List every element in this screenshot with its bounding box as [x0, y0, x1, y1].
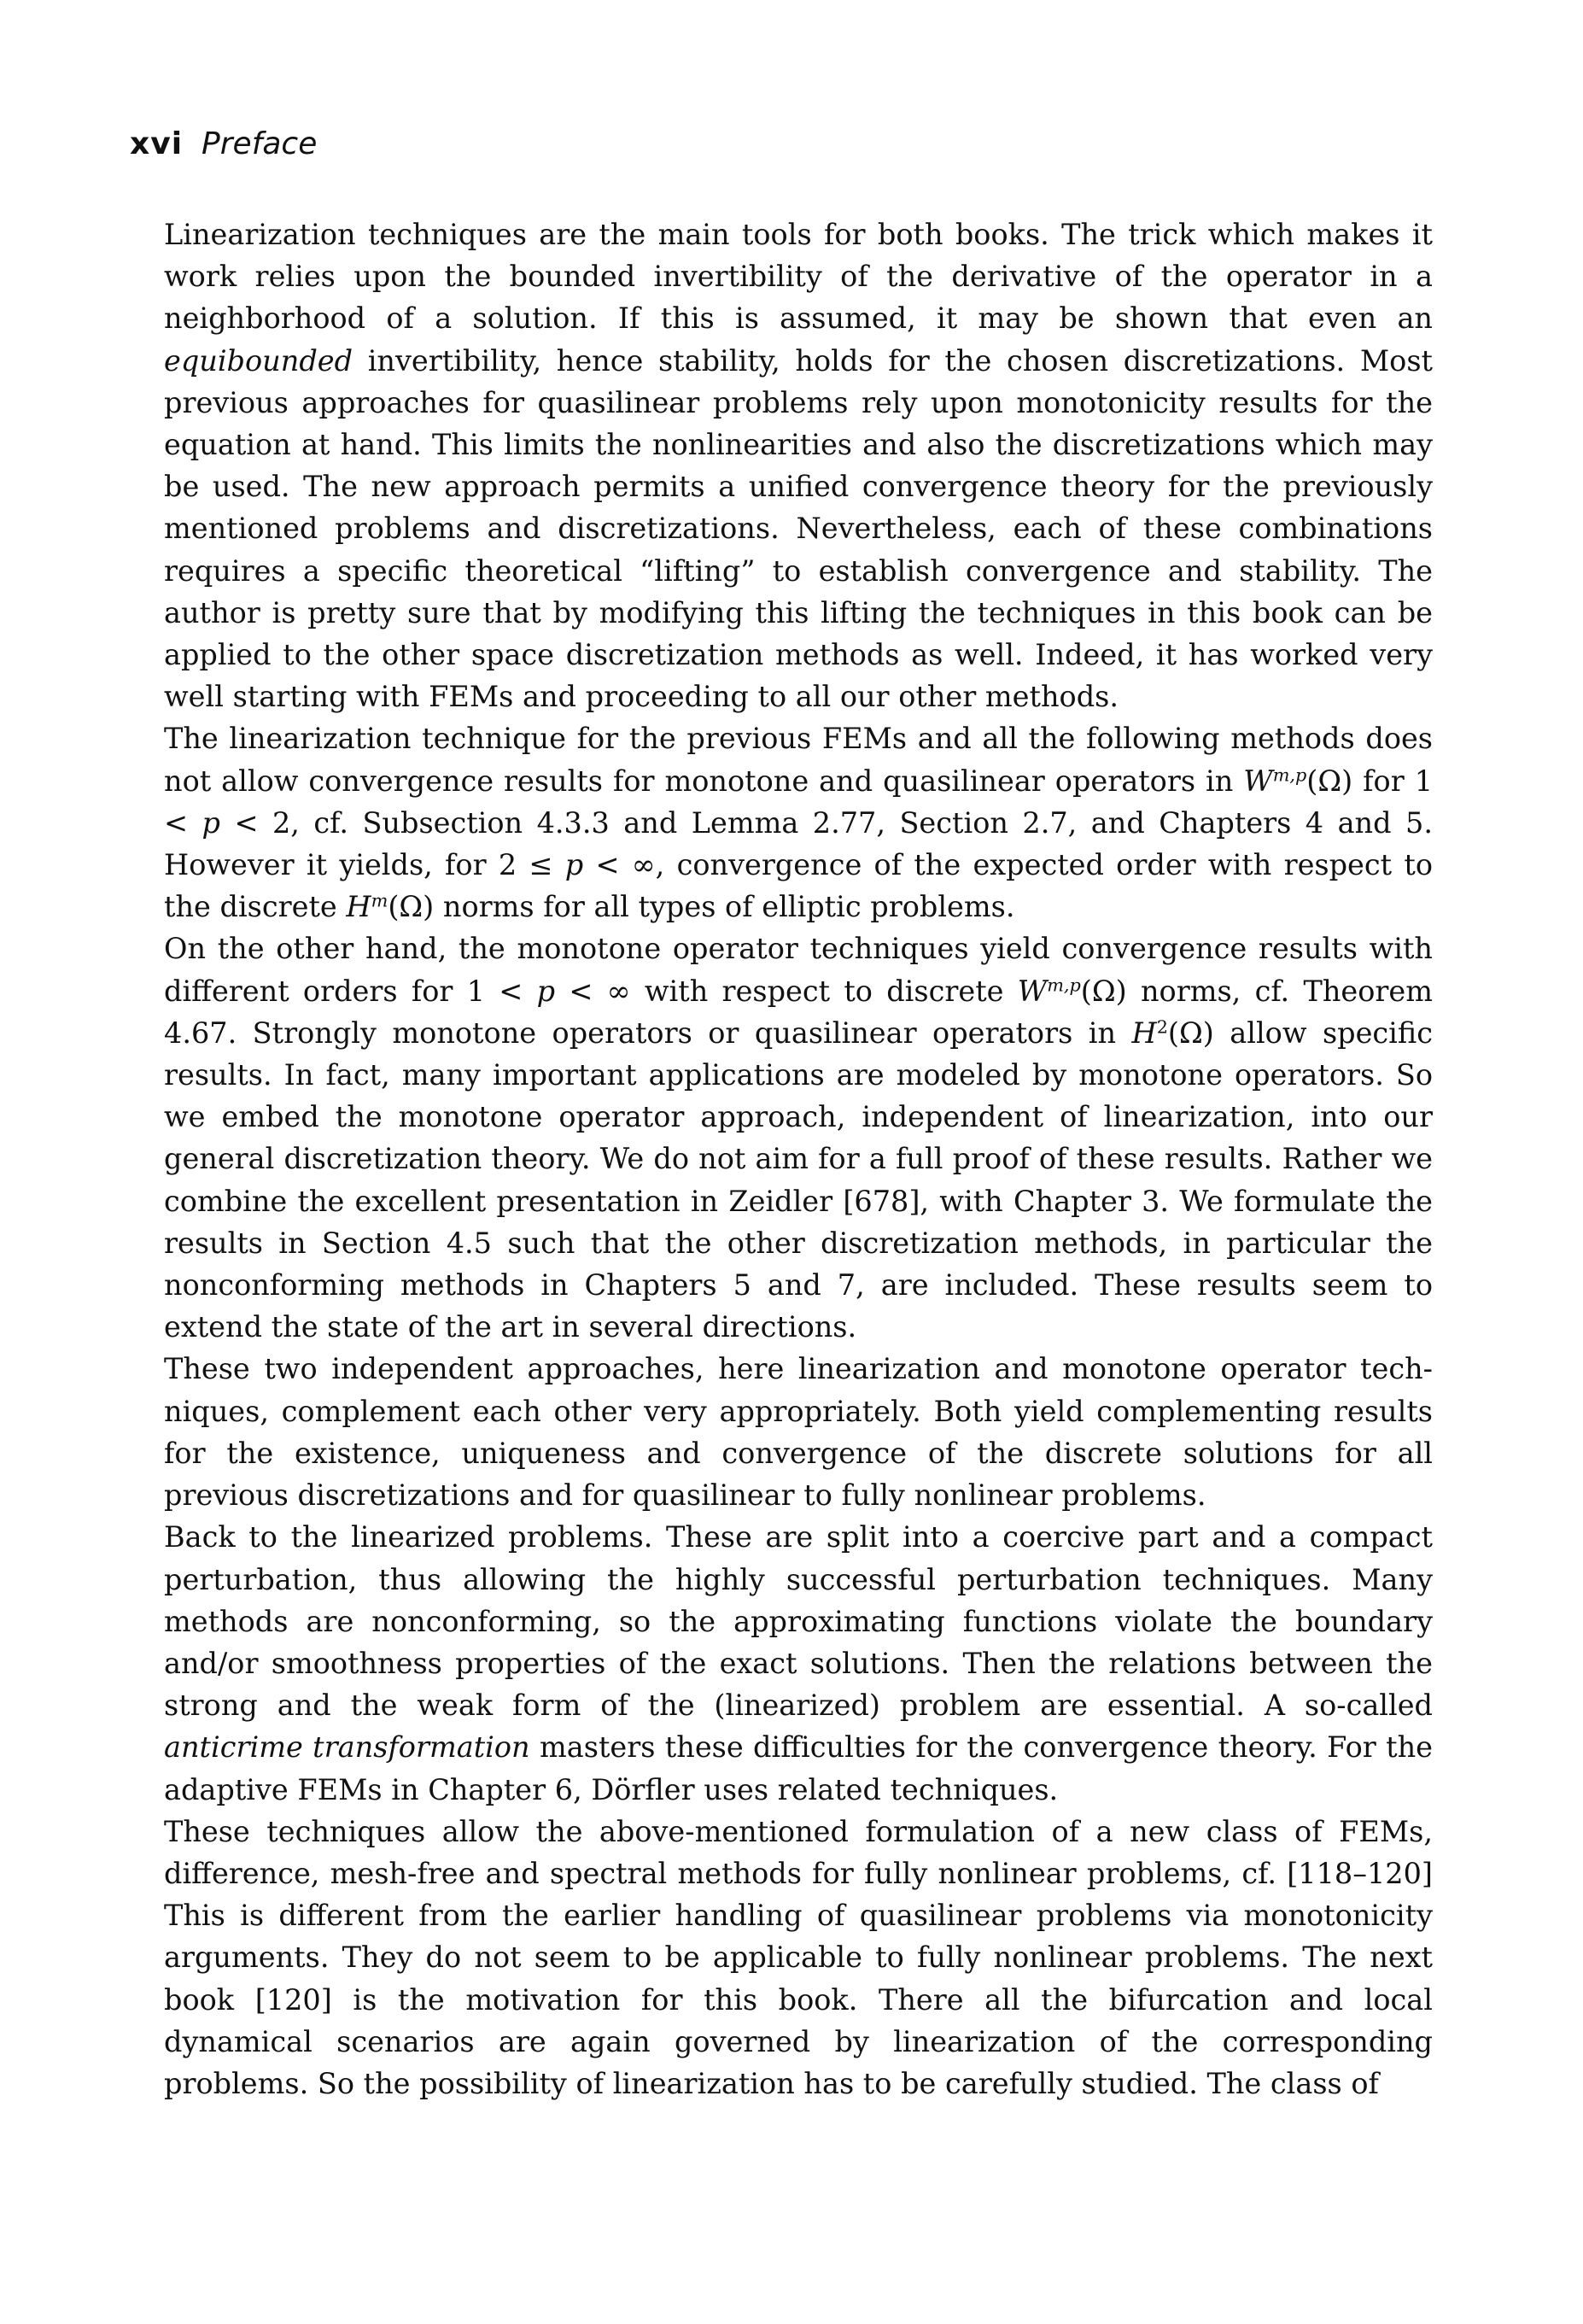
text-segment: 2	[1156, 1016, 1168, 1038]
text-segment: m	[371, 890, 388, 911]
text-segment: m,p	[1272, 764, 1307, 786]
text-segment: (Ω) allow specific results. In fact, many important applications are modeled by monotone operators. So we embed the monotone operator approach, independent of linearization, into our general discretization theory. We do not aim for a full proof of these results. Rather we combine the excellent presentation in Zeidler [678], with Chapter 3. We formulate the results in Section 4.5 such that the other discretization methods, in particular the nonconforming methods in Chapters 5 and 7, are included. These results seem to extend the state of the art in several directions.	[164, 1016, 1433, 1344]
text-segment: anticrime transformation	[164, 1730, 530, 1765]
text-segment: p	[564, 848, 584, 882]
text-segment: W	[1243, 764, 1273, 798]
page-number: xvi	[130, 126, 184, 161]
paragraph	[164, 1516, 1433, 1810]
text-segment: < 2, cf. Subsection 4.3.3 and Lemma 2.77, Section 2.7, and Chapters 4 and 5. However it yields, for 2 ≤	[164, 805, 1433, 882]
paragraph	[164, 928, 1433, 1348]
text-segment: On the other hand, the monotone operator techniques yield convergence results with different orders for 1 <	[164, 932, 1433, 1008]
text-segment: Back to the linearized problems. These are split into a coercive part and a compact perturbation, thus allowing the highly successful perturbation techniques. Many methods are nonconforming, so the approximating functions violate the boundary and/or smoothness properties of the exact solutions. Then the relations between the strong and the weak form of the (linearized) problem are essential. A so-called	[164, 1520, 1433, 1723]
section-title: Preface	[202, 126, 318, 161]
text-segment: H	[1131, 1016, 1157, 1050]
text-segment: equibounded	[164, 343, 353, 378]
paragraph	[164, 1348, 1433, 1516]
text-segment: W	[1017, 974, 1048, 1008]
text-segment: The linearization technique for the previous FEMs and all the following methods does not allow convergence results for monotone and quasilinear operators in	[164, 722, 1433, 798]
text-segment: p	[202, 805, 220, 840]
text-segment: invertibility, hence stability, holds for the chosen discretizations. Most previous approaches for quasilinear problems rely upon monotonicity results for the equation at hand. This limits the nonlinearities and also the discretizations which may be used. The new approach permits a unified convergence theory for the previously mentioned problems and discretizations. Nevertheless, each of these combinations requires a specific theoretical “lifting” to establish convergence and stability. The author is pretty sure that by modifying this lifting the techniques in this book can be applied to the other space discretization methods as well. Indeed, it has worked very well starting with FEMs and proceeding to all our other methods.	[164, 343, 1433, 714]
text-segment: These techniques allow the above-mentioned formulation of a new class of FEMs, difference, mesh-free and spectral methods for fully nonlinear problems, cf. [118–120] This is different from the earlier handling of quasilinear problems via monotonicity arguments. They do not seem to be applicable to fully nonlinear problems. The next book [120] is the motivation for this book. There all the bifurcation and local dynamical scenarios are again governed by linearization of the corresponding problems. So the possibility of linearization has to be carefully studied. The class of	[164, 1814, 1433, 2100]
text-segment: Linearization techniques are the main tools for both books. The trick which makes it work relies upon the bounded invertibility of the derivative of the operator in a neighborhood of a solution. If this is assumed, it may be shown that even an	[164, 218, 1433, 336]
body-text	[164, 214, 1433, 2104]
text-segment: These two independent approaches, here linearization and monotone operator techniques, complement each other very appropriately. Both yield complementing results for the existence, uniqueness and convergence of the discrete solutions for all previous discretizations and for quasilinear to fully nonlinear problems.	[164, 1352, 1433, 1513]
running-head	[130, 126, 317, 161]
text-segment: m,p	[1047, 975, 1081, 996]
text-segment: p	[536, 974, 556, 1008]
text-segment: < ∞, convergence of the expected order with respect to the discrete	[164, 848, 1433, 924]
paragraph	[164, 214, 1433, 717]
paragraph	[164, 1811, 1433, 2104]
text-segment: masters these difficulties for the convergence theory. For the adaptive FEMs in Chapter 6, Dörfler uses related techniques.	[164, 1730, 1433, 1806]
text-segment: < ∞ with respect to discrete	[555, 974, 1018, 1008]
paragraph	[164, 717, 1433, 928]
text-segment: H	[346, 890, 371, 924]
text-segment: (Ω) norms for all types of elliptic problems.	[388, 890, 1015, 924]
text-segment: (Ω) for 1 <	[164, 764, 1434, 840]
text-segment: (Ω) norms, cf. Theorem 4.67. Strongly monotone operators or quasilinear operators in	[164, 974, 1433, 1050]
